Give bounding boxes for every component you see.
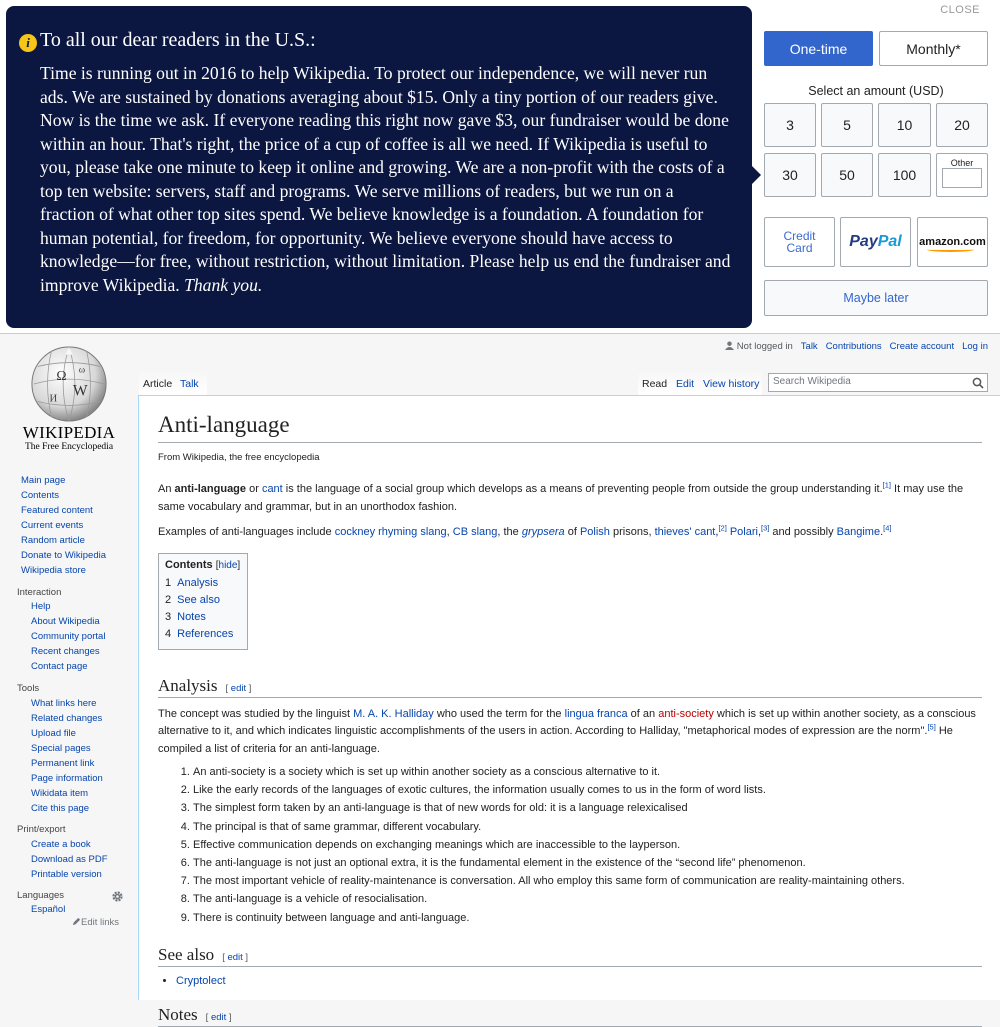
bangime-link[interactable]: Bangime [836,526,881,538]
banner-thanks: Thank you. [184,274,263,295]
list-item: 4. The principal is that of same grammar, different vocabulary. [193,818,982,836]
banner-body-text: Time is running out in 2016 to help Wikipedia. To protect our independence, we will never run ads. We are sustained by donations averaging about $15. Only a tiny portion of our readers give. Now is the time we ask. If everyone reading this right now gave $3, our fundraiser would be done within an hour. That's right, the price of a cup of coffee is all we need. If Wikipedia is useful to you, please take one minute to keep it online and growing. We are a non-profit with the costs of a top ten website: servers, staff and programs. We serve millions of readers, but we run on a fraction of what other top sites spend. We believe knowledge is a foundation. A foundation for human potential, for freedom, for opportunity. We believe everyone should have access to knowledge—for free, without restriction, without limitation. Please help us end the fundraiser and improve Wikipedia. [40,63,731,295]
sidebar-item-wikidata-item[interactable]: Wikidata item [31,788,89,799]
sidebar-item-page-information[interactable]: Page information [31,773,103,784]
credit-card-button[interactable] [764,217,835,267]
intro-paragraph-2: Examples of anti-languages include cockney rhyming slang, CB slang, the grypsera of Polish prisons, thieves' cant,[2] Polari,[3] and possibly Bangime.[4] [158,523,892,538]
reference-5[interactable]: [5] [927,722,936,732]
toc-item-references[interactable]: 4 References [165,627,234,640]
maybe-later-button[interactable]: Maybe later [764,280,988,316]
halliday-link[interactable]: M. A. K. Halliday [353,707,434,720]
search-input[interactable] [768,373,988,392]
close-banner-button[interactable]: CLOSE [940,4,980,16]
sidebar-item-featured-content[interactable]: Featured content [21,505,93,516]
sidebar-heading-languages: Languages [17,890,65,901]
table-of-contents [158,553,248,650]
search-icon[interactable] [972,377,984,389]
sidebar-item-permanent-link[interactable]: Permanent link [31,758,95,769]
sidebar-heading-interaction: Interaction [17,587,62,598]
paypal-logo: PayPal [849,233,902,250]
one-time-button[interactable]: One-time [764,31,873,66]
list-item: 6. The anti-language is not just an optional extra, it is the fundamental element in the existence of the “second life” phenomenon. [193,854,982,872]
sidebar-item-donate[interactable]: Donate to Wikipedia [21,550,107,561]
sidebar-item-cite-this-page[interactable]: Cite this page [31,803,90,814]
wikipedia-wordmark: WIKIPEDIA [22,423,116,442]
svg-text:W: W [72,382,88,400]
sidebar-item-current-events[interactable]: Current events [21,520,84,531]
criteria-list [158,763,982,927]
sidebar-item-random-article[interactable]: Random article [21,535,85,546]
analysis-edit-link[interactable]: edit [230,682,247,694]
toc-title: Contents [hide] [165,558,241,571]
other-amount-input[interactable] [942,168,982,188]
sidebar-item-upload-file[interactable]: Upload file [31,728,76,739]
cryptolect-link[interactable]: Cryptolect [176,974,226,987]
list-item: 8. The anti-language is a vehicle of resocialisation. [193,890,982,908]
sidebar-heading-print-export: Print/export [17,824,66,835]
svg-text:Ω: Ω [56,368,67,384]
cockney-rhyming-slang-link[interactable]: cockney rhyming slang [334,526,447,538]
amount-label: Select an amount (USD) [808,84,944,98]
wikipedia-logo[interactable] [0,336,138,456]
reference-4[interactable]: [4] [883,523,892,533]
list-item: 5. Effective communication depends on exchanging meanings which are inaccessible to the layperson. [193,836,982,854]
list-item: 1. An anti-society is a society which is set up within another society as a conscious alternative to it. [193,763,982,781]
reference-1[interactable]: [1] [882,480,891,490]
list-item: 2. Like the early records of the languages of exotic cultures, the information usually comes to us in the form of word lists. [193,781,982,799]
list-item: 9. There is continuity between language and anti-language. [193,909,982,927]
amount-30-button[interactable]: 30 [764,153,816,197]
monthly-button[interactable]: Monthly* [879,31,988,66]
polari-link[interactable]: Polari [729,526,758,538]
banner-message-panel [6,6,752,328]
sidebar-heading-tools: Tools [17,683,40,694]
gear-icon[interactable] [111,890,124,903]
toc-item-see-also[interactable]: 2 See also [165,593,220,606]
sidebar-item-store[interactable]: Wikipedia store [21,565,86,576]
sidebar-item-printable-version[interactable]: Printable version [31,869,102,880]
sidebar-item-recent-changes[interactable]: Recent changes [31,646,100,657]
wikipedia-tagline: The Free Encyclopedia [24,442,114,452]
pencil-icon [72,917,81,926]
polish-link[interactable]: Polish [579,526,610,538]
other-amount-label: Other [950,158,974,168]
notes-edit-link[interactable]: edit [210,1011,227,1023]
sidebar-item-community-portal[interactable]: Community portal [31,631,106,642]
not-logged-in-status: Not logged in [725,341,793,352]
reference-2[interactable]: [2] [718,523,727,533]
anti-society-link[interactable]: anti-society [658,707,714,720]
amount-50-button[interactable]: 50 [821,153,873,197]
tab-read[interactable]: Read [642,378,668,390]
paypal-button[interactable] [840,217,911,267]
sidebar-item-create-book[interactable]: Create a book [31,839,91,850]
sidebar-item-contents[interactable]: Contents [21,490,60,501]
tab-edit[interactable]: Edit [676,378,695,390]
svg-text:И: И [49,392,58,405]
tab-article[interactable]: Article [143,378,173,390]
amount-20-button[interactable]: 20 [936,103,988,147]
create-account-link[interactable]: Create account [889,341,955,352]
fundraising-banner [0,0,1000,334]
page-title: Anti-language [158,412,982,443]
grypsera-link[interactable]: grypsera [521,526,565,538]
amount-5-button[interactable]: 5 [821,103,873,147]
cant-link[interactable]: cant [261,483,283,495]
lingua-franca-link[interactable]: lingua franca [564,707,628,720]
contributions-link[interactable]: Contributions [825,341,882,352]
site-subtitle: From Wikipedia, the free encyclopedia [158,452,320,463]
reference-3[interactable]: [3] [761,523,770,533]
see-also-edit-link[interactable]: edit [227,951,243,963]
search-placeholder: Search Wikipedia [773,376,851,387]
sidebar-item-language-espanol[interactable]: Español [31,904,66,915]
amazon-logo: amazon.com [919,236,986,248]
list-item: 3. The simplest form taken by an anti-language is that of new words for old: it is a language relexicalised [193,799,982,817]
credit-card-label: Credit Card [783,229,816,255]
sidebar-item-help[interactable]: Help [31,601,51,612]
article-content [138,395,1000,1024]
personal-talk-link[interactable]: Talk [800,341,818,352]
sidebar-item-what-links-here[interactable]: What links here [31,698,97,709]
tab-view-history[interactable]: View history [703,378,760,390]
amazon-button[interactable] [917,217,988,267]
see-also-list [158,975,982,987]
notes-heading: Notes [ edit ] [158,1005,982,1027]
intro-paragraph-1: An anti-language or cant is the language of a social group which develops as a means of preventing people from outside the group understanding it.[1] It may use the same vocabulary and grammar, but in an unorthodox fashion. [158,480,964,513]
analysis-paragraph: The concept was studied by the linguist M. A. K. Halliday who used the term for the lingua franca of an anti-society which is set up within another society, as a conscious alternative to it, and which indicates linguistic accomplishments of the users in action. According to Halliday, "metaphorical modes of expression are the norm".[5] He compiled a list of criteria for an anti-language. [158,707,976,755]
see-also-heading: See also [ edit ] [158,945,982,967]
sidebar-item-related-changes[interactable]: Related changes [31,713,103,724]
toc-hide-link[interactable]: hide [218,559,238,571]
toc-item-analysis[interactable]: 1 Analysis [165,576,219,589]
sidebar-item-contact-page[interactable]: Contact page [31,661,88,672]
thieves-cant-link[interactable]: thieves' cant [654,526,716,538]
banner-heading: To all our dear readers in the U.S.: [40,29,316,51]
banner-body [40,62,732,297]
banner-pointer-arrow [751,165,761,185]
sidebar-item-special-pages[interactable]: Special pages [31,743,91,754]
list-item [176,975,982,987]
cb-slang-link[interactable]: CB slang [452,526,498,538]
amount-10-button[interactable]: 10 [878,103,931,147]
user-icon [725,341,734,350]
list-item: 7. The most important vehicle of reality-maintenance is conversation. All who employ this same form of communication are reality-maintaining others. [193,872,982,890]
log-in-link[interactable]: Log in [962,341,988,352]
analysis-heading: Analysis [ edit ] [158,676,982,698]
sidebar-item-about[interactable]: About Wikipedia [31,616,100,627]
toc-item-notes[interactable]: 3 Notes [165,610,206,623]
svg-text:ω: ω [78,364,86,376]
wikipedia-globe-icon [30,345,108,423]
personal-tools [725,341,988,352]
tab-talk[interactable]: Talk [180,378,199,390]
amount-3-button[interactable]: 3 [764,103,816,147]
other-amount-box[interactable] [936,153,988,197]
edit-links-link[interactable]: Edit links [72,917,119,928]
amount-100-button[interactable]: 100 [878,153,931,197]
sidebar-item-main-page[interactable]: Main page [21,475,66,486]
info-icon: i [19,34,37,52]
sidebar-item-download-pdf[interactable]: Download as PDF [31,854,108,865]
